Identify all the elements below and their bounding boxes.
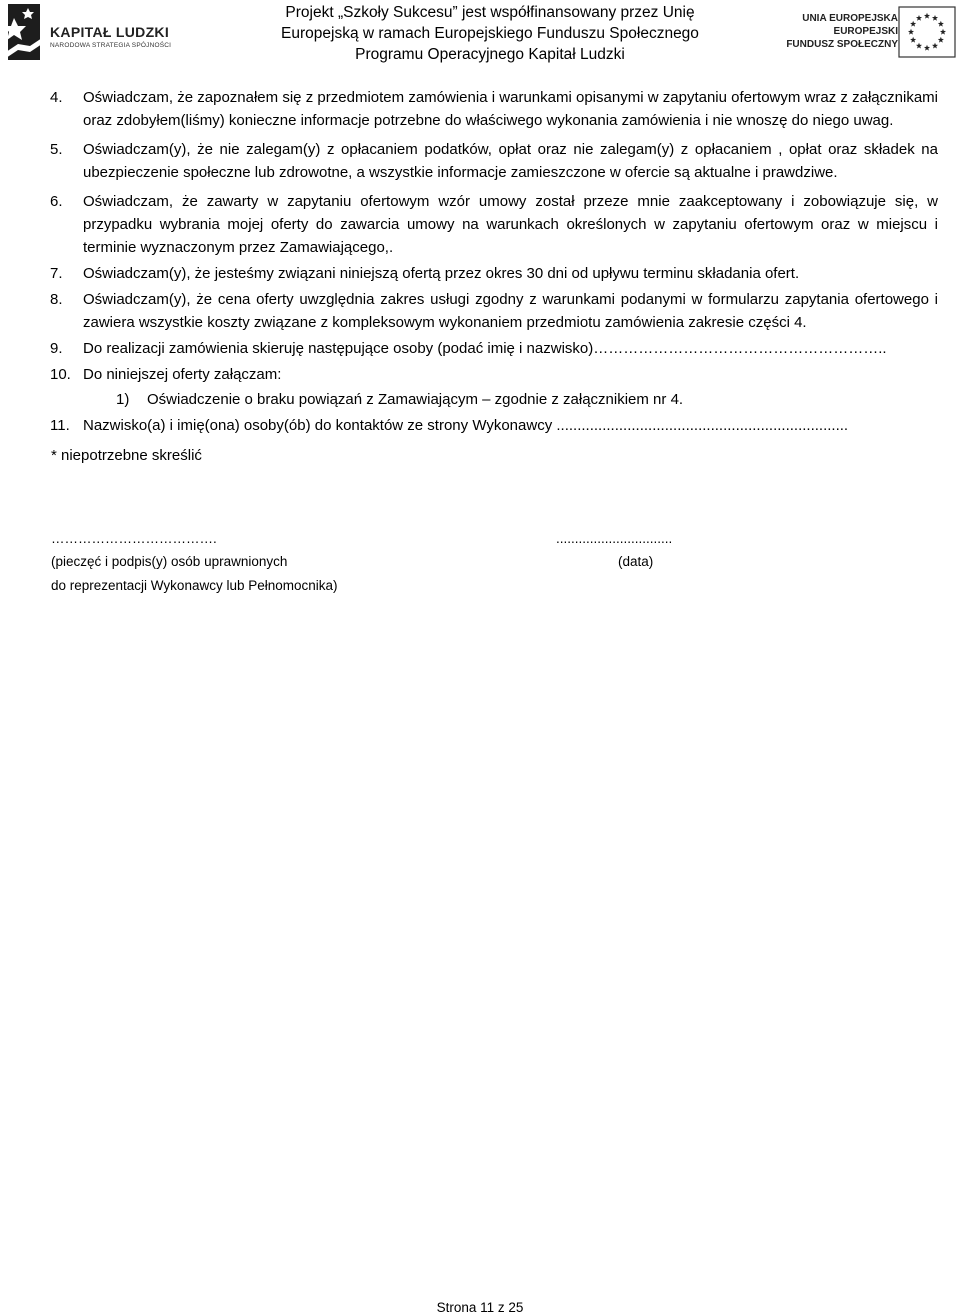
statement-item [50, 363, 938, 386]
page-number: Strona 11 z 25 [436, 1300, 524, 1315]
item-text: Oświadczam(y), że cena oferty uwzględnia zakres usługi zgodny z warunkami podanymi w formularzu zapytania ofertowego i zawiera wszystkie koszty związane z kompleksowym wykonaniem przedmiotu zamówienia zakresie części 4. [83, 291, 938, 331]
statement-item [50, 288, 938, 334]
kapital-ludzki-subtitle: NARODOWA STRATEGIA SPÓJNOŚCI [50, 42, 172, 49]
statement-item [50, 138, 938, 184]
eu-logo-line: UNIA EUROPEJSKA [802, 13, 898, 24]
item-number: 8. [50, 291, 63, 308]
item-number: 9. [50, 340, 63, 357]
eu-logo-line: EUROPEJSKI [833, 26, 898, 37]
project-line: Europejską w ramach Europejskiego Funduszu Społecznego [281, 25, 699, 42]
date-label: (data) [618, 554, 654, 569]
item-text: Do realizacji zamówienia skieruję następujące osoby (podać imię i nazwisko)………………………………………………….. [83, 340, 887, 357]
kapital-ludzki-logo [4, 4, 174, 60]
item-number: 6. [50, 193, 63, 210]
statement-item [50, 190, 938, 259]
statement-list [50, 86, 938, 439]
statement-item [50, 337, 938, 360]
eu-logo-line: FUNDUSZ SPOŁECZNY [786, 39, 898, 50]
kapital-ludzki-title: KAPITAŁ LUDZKI [50, 24, 170, 40]
kapital-ludzki-emblem-icon [4, 4, 44, 60]
signature-label-line2: do reprezentacji Wykonawcy lub Pełnomocnika) [51, 578, 338, 593]
eu-social-fund-logo [770, 6, 956, 58]
statement-item [50, 414, 938, 437]
item-number: 7. [50, 265, 63, 282]
project-info [270, 2, 710, 65]
date-dots-right: ............................... [556, 531, 673, 546]
statement-item [50, 262, 938, 285]
item-text: Oświadczam, że zawarty w zapytaniu ofertowym wzór umowy został przeze mnie zaakceptowany i zobowiązuje się, w przypadku wybrania mojej oferty do zawarcia umowy na warunkach określonych w zapytaniu ofertowym oraz w miejscu i terminie wyznaczonym przez Zamawiającego,. [83, 193, 938, 256]
eu-logo-text [770, 12, 898, 51]
item-number: 4. [50, 89, 63, 106]
item-number: 11. [50, 417, 70, 434]
project-line: Programu Operacyjnego Kapitał Ludzki [355, 46, 625, 63]
item-text: Oświadczam(y), że nie zalegam(y) z opłacaniem podatków, opłat oraz nie zalegam(y) z opłacaniem , opłat oraz składek na ubezpieczenie społeczne lub zdrowotne, a wszystkie informacje zamieszczone w ofercie są aktualne i prawdziwe. [83, 141, 938, 181]
statement-item [50, 86, 938, 132]
signature-dots-left: ………………………………. [51, 531, 217, 546]
item-text: Nazwisko(a) i imię(ona) osoby(ób) do kontaktów ze strony Wykonawcy ...................................................................... [83, 417, 849, 434]
footnote: * niepotrzebne skreślić [51, 447, 202, 464]
item-text: Oświadczam, że zapoznałem się z przedmiotem zamówienia i warunkami opisanymi w zapytaniu ofertowym wraz z załącznikami oraz zdobyłem(liśmy) konieczne informacje potrzebne do właściwego wykonania zamówienia i nie wnoszę do niego uwag. [83, 89, 938, 129]
item-number: 5. [50, 141, 63, 158]
attachment-text: Oświadczenie o braku powiązań z Zamawiającym – zgodnie z załącznikiem nr 4. [147, 391, 684, 408]
item-text: Do niniejszej oferty załączam: [83, 366, 282, 383]
eu-flag-icon [898, 6, 956, 58]
item-number: 10. [50, 366, 71, 383]
item-text: Oświadczam(y), że jesteśmy związani niniejszą ofertą przez okres 30 dni od upływu terminu składania ofert. [83, 265, 800, 282]
page-header [0, 0, 960, 68]
attachment-item [50, 388, 938, 411]
signature-label-line1: (pieczęć i podpis(y) osób uprawnionych [51, 554, 288, 569]
project-line: Projekt „Szkoły Sukcesu” jest współfinansowany przez Unię [285, 4, 695, 21]
attachment-number: 1) [116, 391, 130, 408]
